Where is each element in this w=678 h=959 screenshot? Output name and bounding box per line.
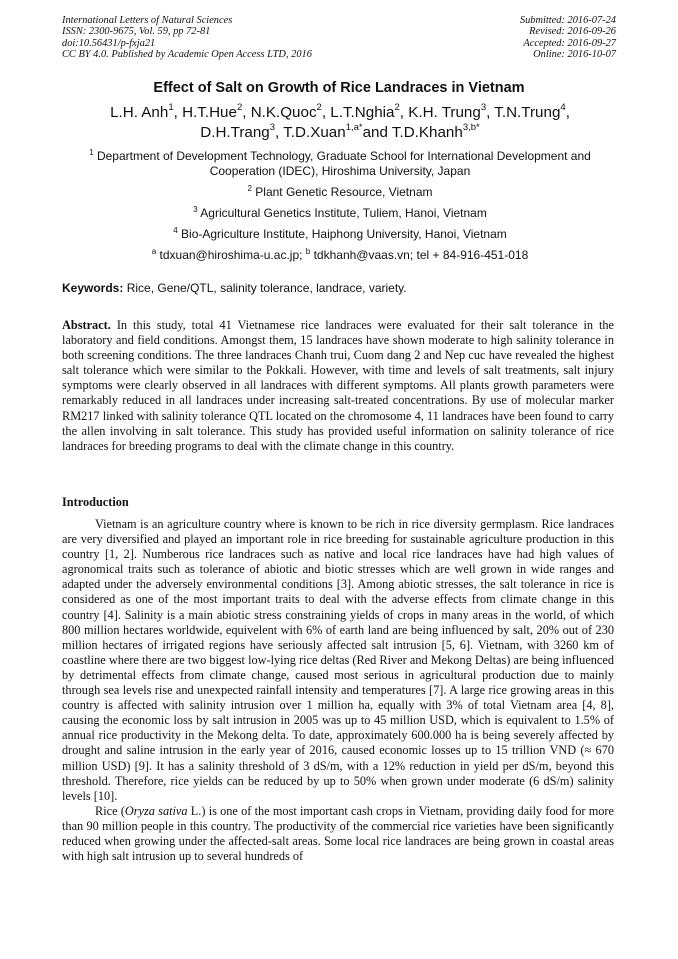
affiliation-sup: 1 xyxy=(89,148,94,157)
author: D.H.Trang xyxy=(200,124,270,141)
email-a[interactable]: tdxuan@hiroshima-u.ac.jp; xyxy=(159,248,303,262)
author-sup: 1,a* xyxy=(345,122,363,133)
affiliation-text: Department of Development Technology, Graduate School for International Development and Cooperation (IDEC), Hiroshima University, Japan xyxy=(96,149,591,178)
author: T.D.Xuan xyxy=(283,124,346,141)
keywords xyxy=(62,281,622,295)
contact-sup: a xyxy=(151,247,157,256)
affiliations xyxy=(60,149,620,269)
journal-doi: doi:10.56431/p-fxja21 xyxy=(62,37,156,49)
paper-title: Effect of Salt on Growth of Rice Landraces in Vietnam xyxy=(153,80,525,96)
affiliation-text: Agricultural Genetics Institute, Tuliem, Hanoi, Vietnam xyxy=(200,206,487,220)
author: L.T.Nghia xyxy=(330,104,395,121)
author-sup: 2 xyxy=(316,102,322,113)
keywords-label: Keywords: xyxy=(62,281,124,295)
author-list: L.H. Anh$^1$, H.T.Hue$^2$, N.K.Quoc$^2$, L.T.Nghia$^2$, K.H. Trung$^3$, T.N.Trung$^4$, D.H.Trang$^3$, T.D.Xuan$^{1,a*}$and T.D.Khanh$^{3,b*}$ xyxy=(110,102,570,141)
date-online: Online: 2016-10-07 xyxy=(533,48,616,60)
affiliation-4 xyxy=(60,227,620,242)
author: L.H. Anh xyxy=(110,104,169,121)
introduction-body xyxy=(62,517,614,864)
author: H.T.Hue xyxy=(182,104,237,121)
paragraph-text: L.) is one of the most important cash crops in Vietnam, providing daily food for more than 90 million people in this country. The productivity of the commercial rice varieties have been significantly reduced when growing under the affected-salt areas. Some local rice landraces are being grown in coastal areas with high salt intrusion up to several hundreds of xyxy=(62,803,614,864)
affiliation-text: Plant Genetic Resource, Vietnam xyxy=(255,185,433,199)
journal-info xyxy=(62,15,312,60)
author-sup: 1 xyxy=(168,102,174,113)
abstract-text: In this study, total 41 Vietnamese rice landraces were evaluated for their salt tolerance in the laboratory and field conditions. Amongst them, 15 landraces have shown moderate to high salinity tolerance in both screening conditions. The three landraces Chanh trui, Cuom dang 2 and Nep cuc have revealed the highest salt tolerance which were similar to the Pokkali. However, with time and levels of salt treatments, salt injury symptoms were clearly observed in all landraces with different symptoms. All plants growth parameters were remarkably reduced in all landraces under increasing salt-treated concentrations. By use of molecular marker RM217 linked with salinity tolerance QTL located on the chromosome 4, 11 landraces have been found to carry the allen involving in salt tolerance. This study has provided useful information on salinity tolerance of rice landraces for breeding programs to deal with the climate change in this country. xyxy=(62,318,615,453)
date-revised: Revised: 2016-09-26 xyxy=(529,26,616,38)
date-accepted: Accepted: 2016-09-27 xyxy=(523,37,616,49)
author: N.K.Quoc xyxy=(250,104,317,121)
paragraph xyxy=(62,804,614,864)
paragraph: Vietnam is an agriculture country where is known to be rich in rice diversity germplasm. Rice landraces are very diversified and played an important role in rice breeding for sustainable agriculture production in this country [1, 2]. Numberous rice landraces such as native and local rice landraces have had high values of agronomical traits such as tolerance of abiotic and biotic stresses which are well grown in wide ranges and adapted under the adversely environmental conditions [3]. Among abiotic stresses, the salt tolerance in rice is considered as one of the most important traits to deal with the adverse effects from climate change in this country [4]. Salinity is a main abiotic stress constraining yields of crops in many areas in the world, of which 800 million hectares worldwide, equivelent with 6% of earth land are being influenced by salt, 20% out of 230 million hectares of irrigated regions have seriously affected salt intrusion [5, 6]. Vietnam, with 3260 km of coastline where there are two biggest low-lying rice deltas (Red River and Mekong Deltas) are being influenced by detrimental effects from climate change, caused most serious in agricultural production due to mainly through sea levels rise and unexpected rainfall intensity and temperatures [7]. A large rice growing areas in this country is affected with salinity intrusion over 1 million ha, equally with 3% of total Vietnam area [4, 8], causing the economic loss by salt intrusion in 2005 was up to 45 million USD, which is equivalent to 1.5% of annual rice productivity in the Mekong delta. To date, approximately 600.000 ha is being severely affected by drought and saline intrusion in the early year of 2016, caused economic losses up to 15 trillion VND (≈ 670 million USD) [9]. It has a salinity threshold of 3 dS/m, with a 12% reduction in yield per dS/m, beyond this threshold. Therefore, rice yields can be reduced by up to 50% when grown under moderate (6 dS/m) salinity levels [10]. xyxy=(62,517,614,803)
paragraph-text: Rice ( xyxy=(95,803,125,818)
author-sup: 3 xyxy=(480,102,487,113)
affiliation-sup: 2 xyxy=(247,184,252,193)
abstract xyxy=(62,318,614,454)
affiliation-1 xyxy=(60,149,620,179)
affiliation-text: Bio-Agriculture Institute, Haiphong University, Hanoi, Vietnam xyxy=(181,227,507,241)
author-sup: 4 xyxy=(560,102,566,113)
affiliation-sup: 4 xyxy=(173,226,178,235)
author: T.D.Khanh xyxy=(391,124,463,141)
author-sup: 3,b* xyxy=(462,122,480,133)
affiliation-2 xyxy=(60,185,620,200)
contact-line xyxy=(60,248,620,263)
author-and: and xyxy=(362,124,388,141)
journal-name: International Letters of Natural Sciences xyxy=(62,15,233,26)
author: K.H. Trung xyxy=(408,104,481,121)
species-name: Oryza sativa xyxy=(124,803,188,818)
author: T.N.Trung xyxy=(494,104,561,121)
journal-issn: ISSN: 2300-9675, Vol. 59, pp 72-81 xyxy=(62,26,211,38)
affiliation-sup: 3 xyxy=(193,205,198,214)
affiliation-3 xyxy=(60,206,620,221)
keywords-text: Rice, Gene/QTL, salinity tolerance, landrace, variety. xyxy=(126,281,407,295)
author-sup: 2 xyxy=(394,102,400,113)
author-sup: 2 xyxy=(236,102,243,113)
date-submitted: Submitted: 2016-07-24 xyxy=(519,15,616,26)
journal-license: CC BY 4.0. Published by Academic Open Access LTD, 2016 xyxy=(62,48,312,60)
section-heading-introduction: Introduction xyxy=(62,495,129,509)
author-sup: 3 xyxy=(269,122,276,133)
submission-dates xyxy=(520,15,616,60)
contact-sup: b xyxy=(305,247,311,256)
abstract-label: Abstract. xyxy=(62,318,111,332)
email-b[interactable]: tdkhanh@vaas.vn; tel + 84-916-451-018 xyxy=(313,248,529,262)
